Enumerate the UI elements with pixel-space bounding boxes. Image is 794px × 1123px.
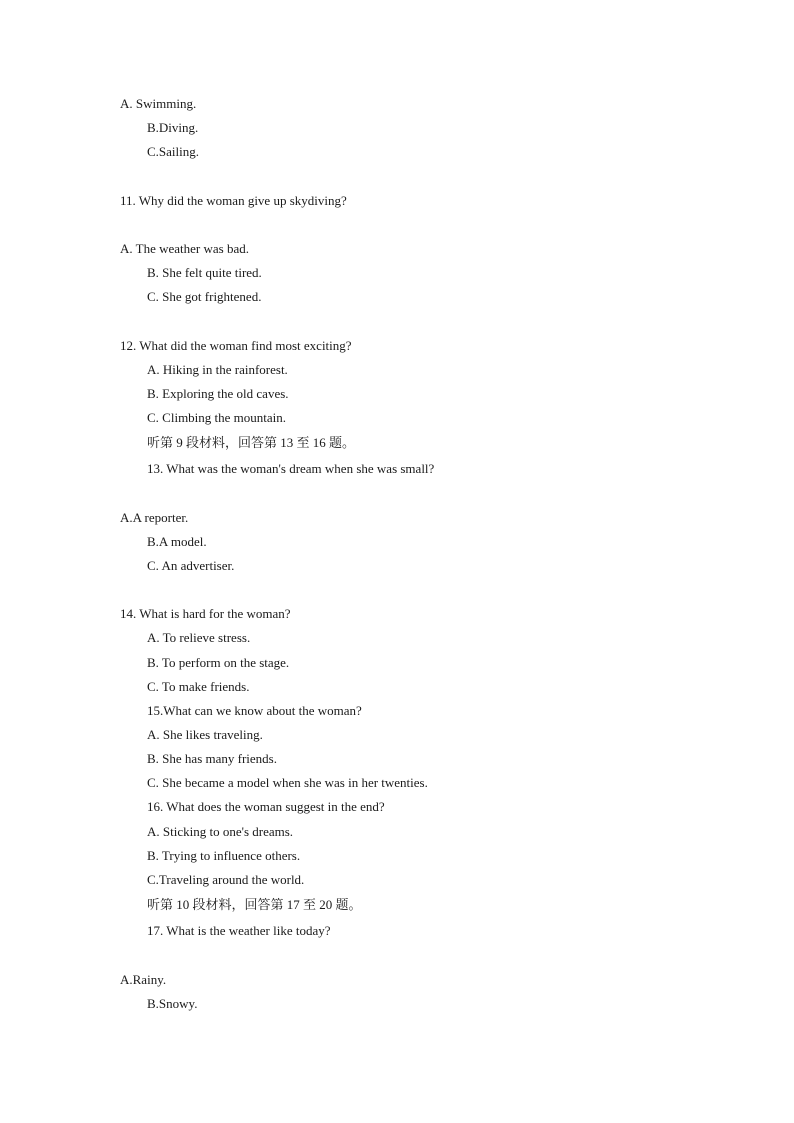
question-12: 12. What did the woman find most exciting? bbox=[120, 338, 352, 353]
q11-option-a: A. The weather was bad. bbox=[120, 241, 249, 256]
q15-option-c: C. She became a model when she was in her twenties. bbox=[147, 775, 428, 790]
q12-option-c: C. Climbing the mountain. bbox=[147, 410, 287, 425]
section-instruction-10: 听第 10 段材料，回答第 17 至 20 题。 bbox=[147, 897, 362, 912]
q14-option-b: B. To perform on the stage. bbox=[147, 655, 290, 670]
question-13: 13. What was the woman's dream when she was small? bbox=[147, 461, 435, 476]
q16-option-c: C.Traveling around the world. bbox=[147, 872, 305, 887]
q13-option-b: B.A model. bbox=[147, 534, 207, 549]
q17-option-b: B.Snowy. bbox=[147, 996, 198, 1011]
q13-option-c: C. An advertiser. bbox=[147, 558, 235, 573]
q12-option-a: A. Hiking in the rainforest. bbox=[147, 362, 288, 377]
q17-option-a: A.Rainy. bbox=[120, 972, 167, 987]
section-instruction-9: 听第 9 段材料，回答第 13 至 16 题。 bbox=[147, 435, 356, 450]
q15-option-a: A. She likes traveling. bbox=[147, 727, 263, 742]
option-b-diving: B.Diving. bbox=[147, 120, 199, 135]
q14-option-c: C. To make friends. bbox=[147, 679, 250, 694]
q14-option-a: A. To relieve stress. bbox=[147, 630, 251, 645]
question-11: 11. Why did the woman give up skydiving? bbox=[120, 193, 347, 208]
q11-option-b: B. She felt quite tired. bbox=[147, 265, 262, 280]
question-16: 16. What does the woman suggest in the end? bbox=[147, 799, 385, 814]
question-17: 17. What is the weather like today? bbox=[147, 923, 331, 938]
option-c-sailing: C.Sailing. bbox=[147, 144, 200, 159]
q16-option-a: A. Sticking to one's dreams. bbox=[147, 824, 294, 839]
q11-option-c: C. She got frightened. bbox=[147, 289, 262, 304]
question-15: 15.What can we know about the woman? bbox=[147, 703, 362, 718]
q13-option-a: A.A reporter. bbox=[120, 510, 189, 525]
q12-option-b: B. Exploring the old caves. bbox=[147, 386, 289, 401]
q15-option-b: B. She has many friends. bbox=[147, 751, 277, 766]
option-a-swimming: A. Swimming. bbox=[120, 96, 197, 111]
question-14: 14. What is hard for the woman? bbox=[120, 606, 291, 621]
q16-option-b: B. Trying to influence others. bbox=[147, 848, 301, 863]
